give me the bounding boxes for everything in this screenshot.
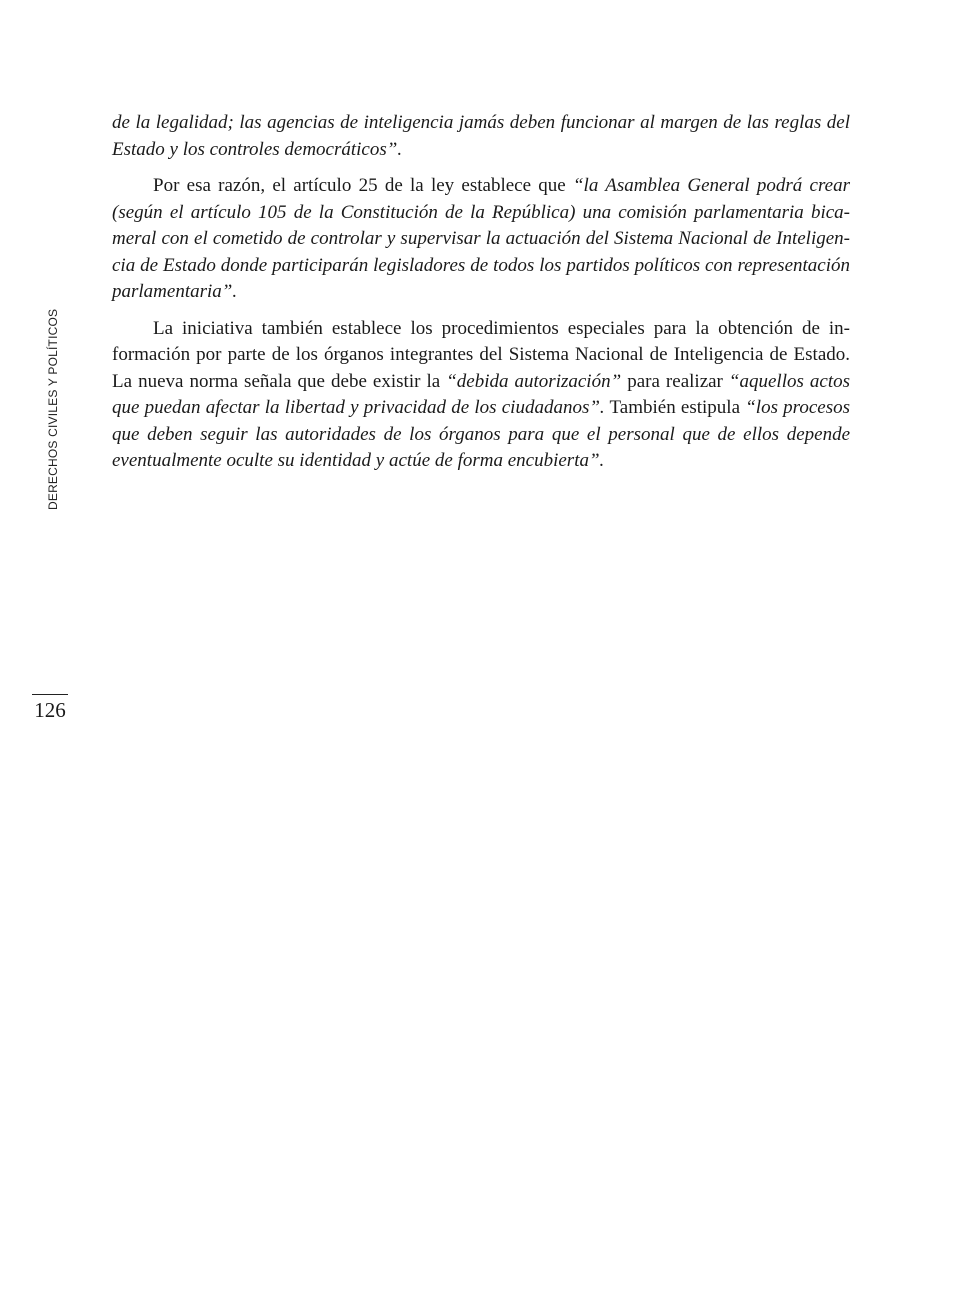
text-run: La iniciativa también establece los procedimientos especiales para la obtención de información por parte de los órganos integrantes del Sistema Nacional de Inteligencia de Estado. La nueva norma señala que debe existir la: [112, 317, 850, 392]
page-number-rule: [32, 694, 68, 695]
paragraph-procedures: [112, 316, 850, 475]
body-text: [112, 110, 850, 485]
quote-continuation: de la legalidad; las agencias de inteligencia jamás deben funcionar al margen de las reglas del Estado y los controles democráticos”.: [112, 112, 850, 160]
paragraph-continued: [112, 110, 850, 163]
quote-actos-libertad: “aquellos actos que puedan afectar la libertad y privacidad de los ciudadanos”.: [112, 370, 851, 418]
quote-article-25: “la Asamblea General podrá crear (según el artículo 105 de la Constitución de la República) una comisión parlamentaria bicameral con el cometido de controlar y supervisar la actuación del Sistema Nacional de Inteligencia de Estado donde participarán legisladores de todos los partidos políticos con representación parlamentaria”.: [112, 175, 850, 302]
quote-debida-autorizacion: “debida autorización”: [446, 370, 622, 392]
text-run: Por esa razón, el artículo 25 de la ley establece que: [153, 175, 573, 196]
paragraph-article-25: [112, 173, 850, 306]
text-run: para realizar: [621, 370, 729, 392]
text-run: También estipula: [604, 397, 746, 418]
quote-procesos-encubierta: “los procesos que deben seguir las autoridades de los órganos para que el personal que de ellos depende eventualmente oculte su identidad y actúe de forma encubierta”.: [112, 397, 850, 471]
page-number: 126: [34, 698, 66, 722]
running-header: DERECHOS CIVILES Y POLÍTICOS: [46, 308, 60, 510]
